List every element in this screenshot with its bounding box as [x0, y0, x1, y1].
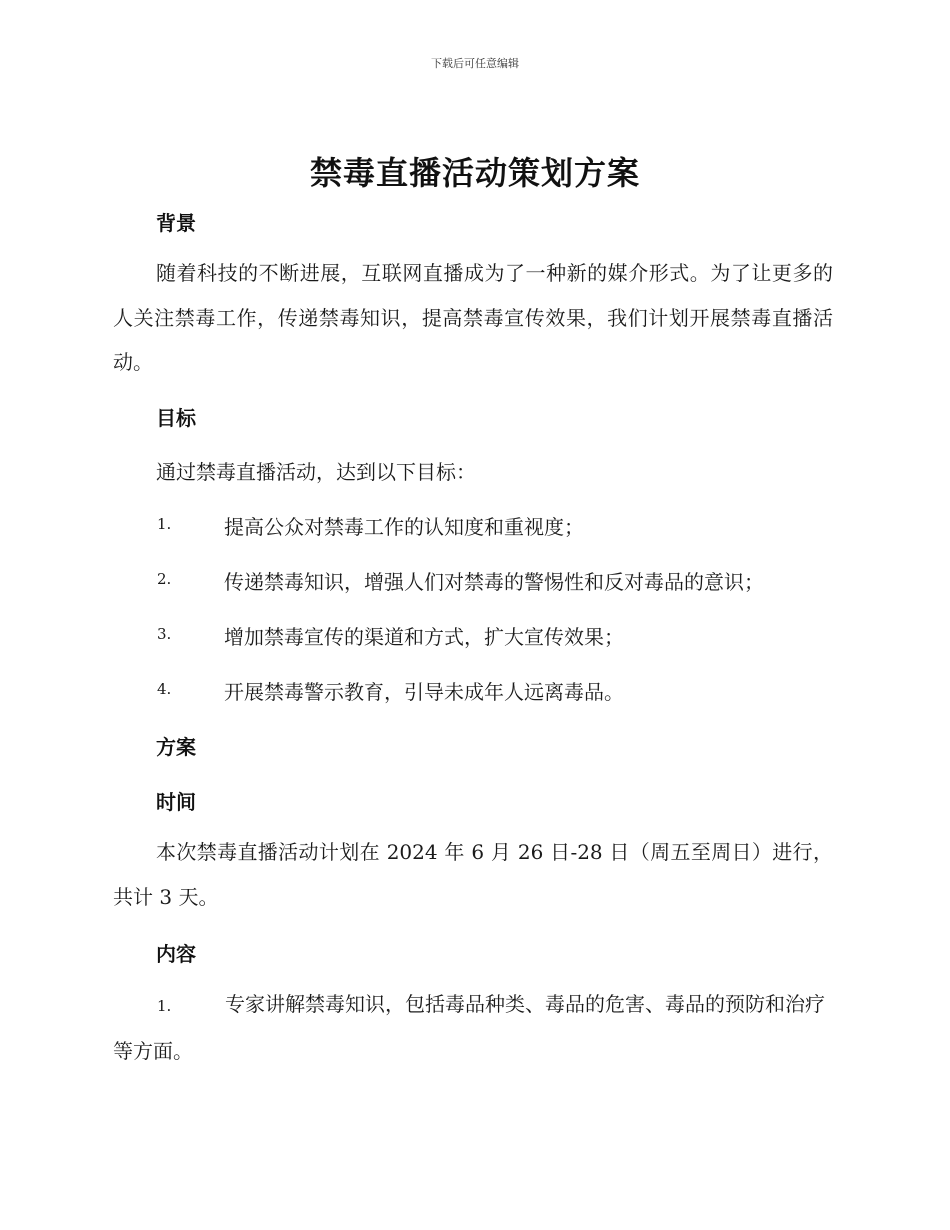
background-paragraph: 随着科技的不断进展，互联网直播成为了一种新的媒介形式。为了让更多的人关注禁毒工作，传递禁毒知识，提高禁毒宣传效果，我们计划开展禁毒直播活动。	[113, 261, 833, 374]
section-heading-time: 时间	[156, 790, 196, 814]
list-item	[113, 982, 833, 1073]
list-item-number: 1.	[157, 997, 172, 1015]
list-item-number: 2.	[157, 570, 172, 588]
list-item-text: 传递禁毒知识，增强人们对禁毒的警惕性和反对毒品的意识；	[224, 570, 764, 594]
list-item-number: 4.	[157, 680, 172, 698]
section-heading-plan: 方案	[156, 735, 196, 759]
list-item-text: 开展禁毒警示教育，引导未成年人远离毒品。	[224, 680, 624, 704]
section-heading-background: 背景	[156, 211, 196, 235]
list-item-number: 3.	[157, 625, 172, 643]
list-item-text: 提高公众对禁毒工作的认知度和重视度；	[224, 515, 584, 539]
section-heading-content: 内容	[156, 942, 196, 966]
list-item-text: 专家讲解禁毒知识，包括毒品种类、毒品的危害、毒品的预防和治疗等方面。	[113, 992, 825, 1063]
page-title: 禁毒直播活动策划方案	[309, 154, 640, 192]
goals-intro: 通过禁毒直播活动，达到以下目标：	[156, 460, 476, 484]
time-paragraph: 本次禁毒直播活动计划在 2024 年 6 月 26 日-28 日（周五至周日）进行，共计 3 天。	[113, 840, 833, 909]
list-item-number: 1.	[157, 515, 172, 533]
header-note: 下载后可任意编辑	[431, 57, 519, 70]
list-item-text: 增加禁毒宣传的渠道和方式，扩大宣传效果；	[224, 625, 624, 649]
section-heading-goals: 目标	[156, 406, 196, 430]
